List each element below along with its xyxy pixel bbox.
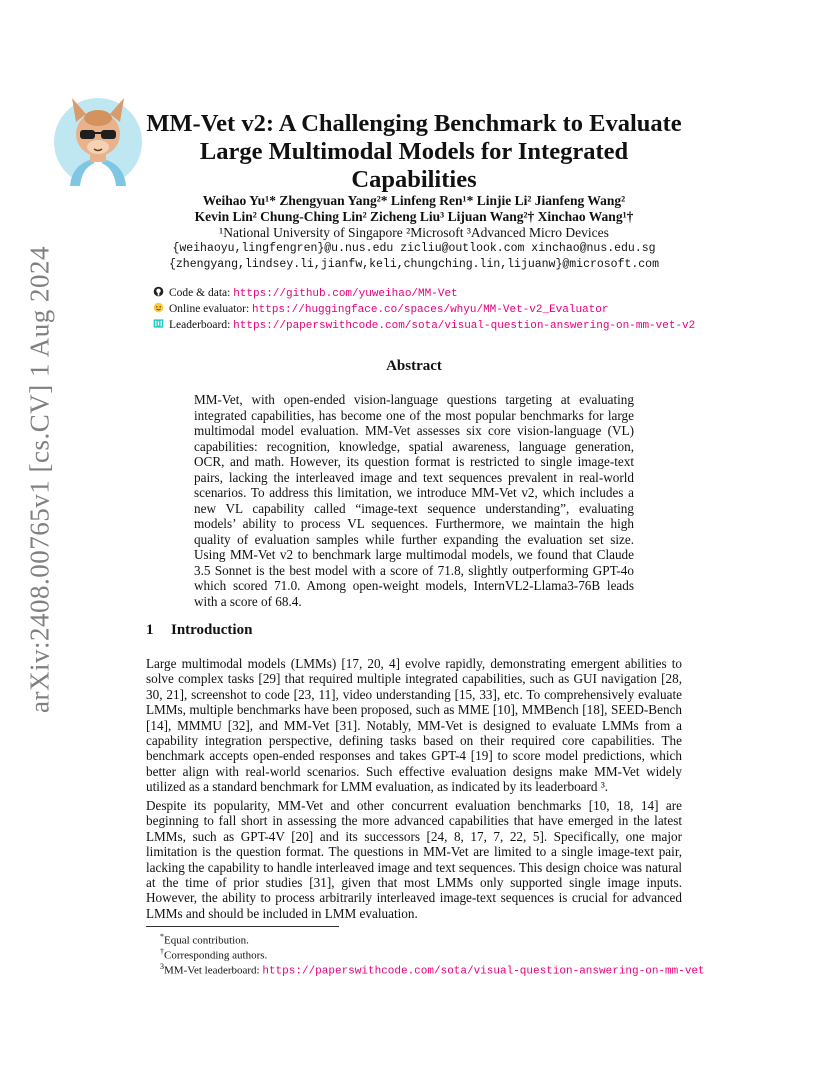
section-number: 1 — [146, 622, 154, 638]
intro-paragraph-2: Despite its popularity, MM-Vet and other concurrent evaluation benchmarks [10, 18, 14] are beginning to fall short in assessing the more advanced capabilities that have emerged in the latest LMMs, such as GPT-4V [20] and its successors [24, 8, 17, 7, 22, 5]. Specifically, one major limitation is the question format. The questions in MM-Vet are limited to a single image-text pair, lacking the capability to handle interleaved image and text sequences. This design choice was natural at the time of prior studies [31], given that most LMMs only supported single image inputs. However, the ability to process arbitrarily interleaved image-text sequences is crucial for advanced LMMs and should be included in LMM evaluation. — [146, 798, 682, 921]
llama-logo-icon — [50, 92, 146, 188]
arxiv-stamp: arXiv:2408.00765v1 [cs.CV] 1 Aug 2024 — [24, 246, 55, 713]
affiliations: ¹National University of Singapore ²Microsoft ³Advanced Micro Devices — [219, 225, 609, 240]
footnote-mark: 3 — [160, 962, 164, 971]
intro-paragraph-1: Large multimodal models (LMMs) [17, 20, 4] evolve rapidly, demonstrating emergent abilities to solve complex tasks [29] that required multiple integrated capabilities, such as GUI navigation [28, 30, 21], screenshot to code [23, 11], video understanding [15, 33], etc. To comprehensively evaluate LMMs, multiple benchmarks have been proposed, such as MME [10], MMBench [18], SEED-Bench [14], MMMU [32], and MM-Vet [31]. Notably, MM-Vet is designed to evaluate LMMs from a capability integration perspective, defining tasks based on their required core capabilities. The benchmark accepts open-ended responses and takes GPT-4 [19] to score model predictions, which better align with real-world scenarios. Such effective evaluation designs make MM-Vet widely utilized as a standard benchmark for LMM evaluation, as indicated by its leaderboard ³. — [146, 656, 682, 795]
code-link-label: Code & data: — [169, 287, 234, 299]
emails-line-2: {zhengyang,lindsey.li,jianfw,keli,chungching.lin,lijuanw}@microsoft.com — [169, 258, 659, 271]
footnote-leaderboard — [160, 960, 705, 979]
evaluator-link-url[interactable]: https://huggingface.co/spaces/whyu/MM-Vet-v2_Evaluator — [252, 304, 609, 316]
leaderboard-link-url[interactable]: https://paperswithcode.com/sota/visual-question-answering-on-mm-vet-v2 — [233, 320, 696, 332]
section-title: Introduction — [171, 622, 253, 638]
authors-line-1: Weihao Yu¹* Zhengyuan Yang²* Linfeng Ren¹* Linjie Li² Jianfeng Wang² — [202, 193, 626, 208]
paper-title: MM-Vet v2: A Challenging Benchmark to Evaluate Large Multimodal Models for Integrated Capabilities — [146, 110, 682, 193]
footnote-text: Corresponding authors. — [164, 949, 268, 962]
footnote-text: Equal contribution. — [164, 934, 249, 947]
abstract-heading: Abstract — [386, 358, 442, 374]
leaderboard-link-label: Leaderboard: — [169, 319, 234, 331]
emails-line-1: {weihaoyu,lingfengren}@u.nus.edu zicliu@outlook.com xinchao@nus.edu.sg — [172, 242, 656, 255]
leaderboard-link-row — [152, 318, 695, 334]
code-link-row — [152, 286, 458, 302]
evaluator-link-row — [152, 302, 609, 318]
footnote-text: MM-Vet leaderboard: — [164, 964, 263, 977]
footnote-mark: † — [160, 947, 164, 956]
github-icon — [152, 286, 165, 297]
footnote-leaderboard-url[interactable]: https://paperswithcode.com/sota/visual-question-answering-on-mm-vet — [262, 965, 705, 978]
authors-line-2: Kevin Lin² Chung-Ching Lin² Zicheng Liu³ Lijuan Wang²† Xinchao Wang¹† — [194, 209, 634, 224]
abstract-text: MM-Vet, with open-ended vision-language questions targeting at evaluating integrated capabilities, has become one of the most popular benchmarks for large multimodal model evaluation. MM-Vet assesses six core vision-language (VL) capabilities: recognition, knowledge, spatial awareness, language generation, OCR, and math. However, its question format is restricted to single image-text pairs, lacking the interleaved image and text sequences prevalent in real-world scenarios. To address this limitation, we introduce MM-Vet v2, which includes a new VL capability called “image-text sequence understanding”, evaluating models’ ability to process VL sequences. Furthermore, we maintain the high quality of evaluation samples while further expanding the evaluation set size. Using MM-Vet v2 to benchmark large multimodal models, we found that Claude 3.5 Sonnet is the best model with a score of 71.8, slightly outperforming GPT-4o which scored 71.0. Among open-weight models, InternVL2-Llama3-76B leads with a score of 68.4. — [194, 392, 634, 609]
section-heading-introduction — [146, 622, 252, 639]
paperswithcode-icon — [152, 318, 165, 329]
code-link-url[interactable]: https://github.com/yuweihao/MM-Vet — [233, 288, 458, 300]
footnote-mark: * — [160, 932, 164, 941]
huggingface-icon — [152, 302, 165, 313]
evaluator-link-label: Online evaluator: — [169, 303, 253, 315]
footnote-divider — [146, 926, 339, 927]
